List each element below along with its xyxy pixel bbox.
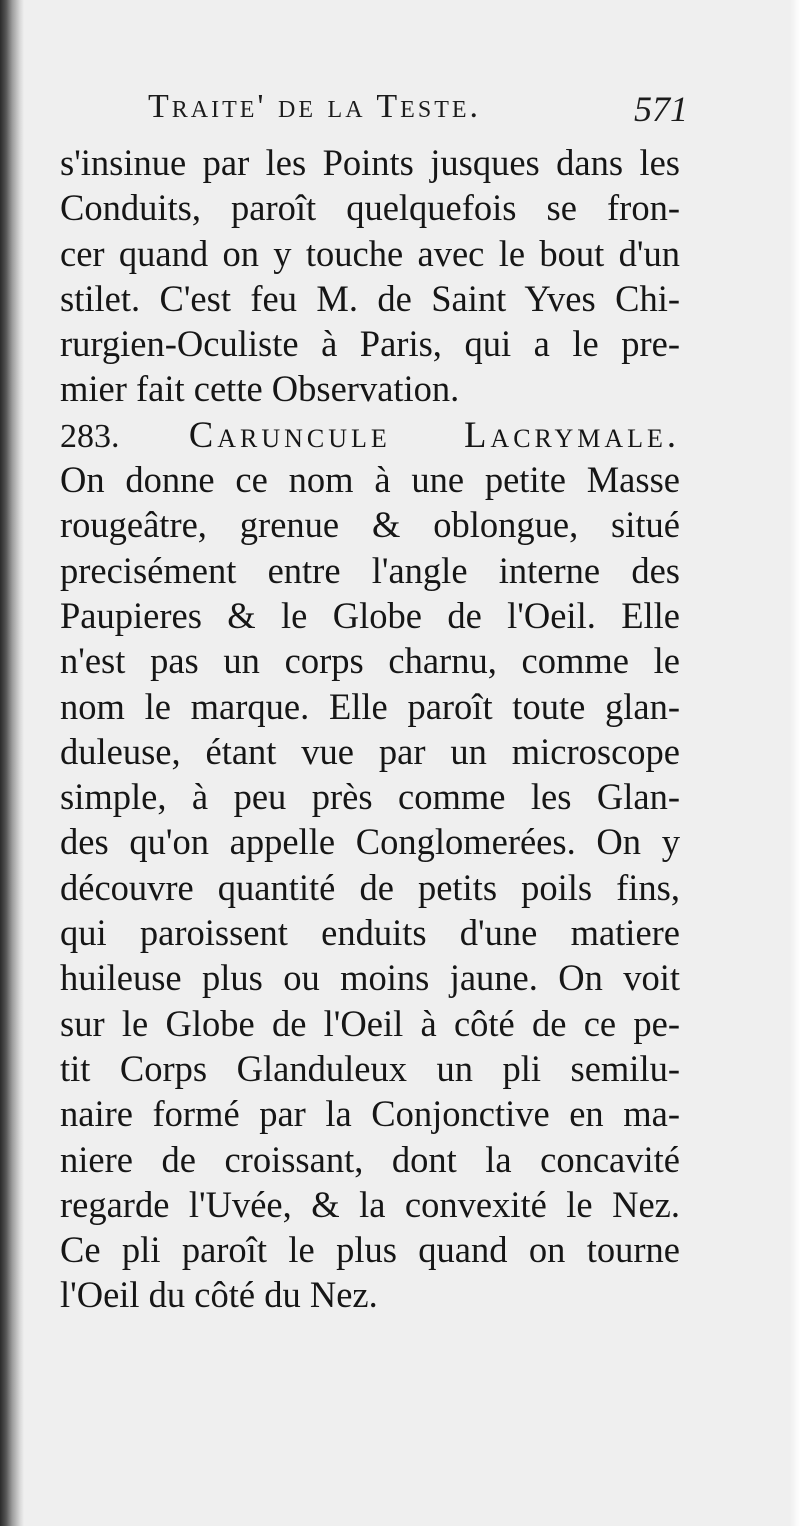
text-line: naire formé par la Conjonctive en ma- <box>60 1093 680 1135</box>
text-line: tit Corps Glanduleux un pli semilu- <box>60 1047 680 1089</box>
text-line: Paupieres & le Globe de l'Oeil. Elle <box>60 594 680 636</box>
text-line: precisément entre l'angle interne des <box>60 549 680 591</box>
text-line: sur le Globe de l'Oeil à côté de ce pe- <box>60 1002 680 1044</box>
text-line: n'est pas un corps charnu, comme le <box>60 640 680 682</box>
section-heading <box>60 412 680 457</box>
text-line: l'Oeil du côté du Nez. <box>60 1274 378 1316</box>
text-line: stilet. C'est feu M. de Saint Yves Chi- <box>60 277 680 319</box>
text-line: huileuse plus ou moins jaune. On voit <box>60 957 680 999</box>
text-line: nom le marque. Elle paroît toute glan- <box>60 685 680 727</box>
binding-gutter-shadow <box>0 0 24 1526</box>
text-line: duleuse, étant vue par un microscope <box>60 730 680 772</box>
page-right-edge <box>790 0 800 1526</box>
text-line: découvre quantité de petits poils fins, <box>60 866 680 908</box>
page-number: 571 <box>634 89 688 129</box>
text-line: s'insinue par les Points jusques dans les <box>60 142 680 183</box>
text-line: Ce pli paroît le plus quand on tourne <box>60 1229 680 1271</box>
text-line: cer quand on y touche avec le bout d'un <box>60 232 680 274</box>
running-title: Traite' de la Teste. <box>148 88 482 125</box>
text-block <box>60 140 680 1318</box>
text-line: On donne ce nom à une petite Masse <box>60 459 680 501</box>
section-title: Caruncule Lacrymale. <box>188 413 680 455</box>
text-line: qui paroissent enduits d'une matiere <box>60 912 680 954</box>
text-line: regarde l'Uvée, & la convexité le Nez. <box>60 1183 680 1225</box>
page-header <box>148 88 688 134</box>
text-line: mier fait cette Observation. <box>60 368 460 410</box>
text-line: simple, à peu près comme les Glan- <box>60 776 680 818</box>
section-number: 283. <box>60 417 120 455</box>
text-line: rurgien-Oculiste à Paris, qui a le pre- <box>60 323 680 365</box>
text-line: Conduits, paroît quelquefois se fron- <box>60 187 680 229</box>
text-line: des qu'on appelle Conglomerées. On y <box>60 821 680 863</box>
text-line: niere de croissant, dont la concavité <box>60 1138 680 1180</box>
text-line: rougeâtre, grenue & oblongue, situé <box>60 504 680 546</box>
